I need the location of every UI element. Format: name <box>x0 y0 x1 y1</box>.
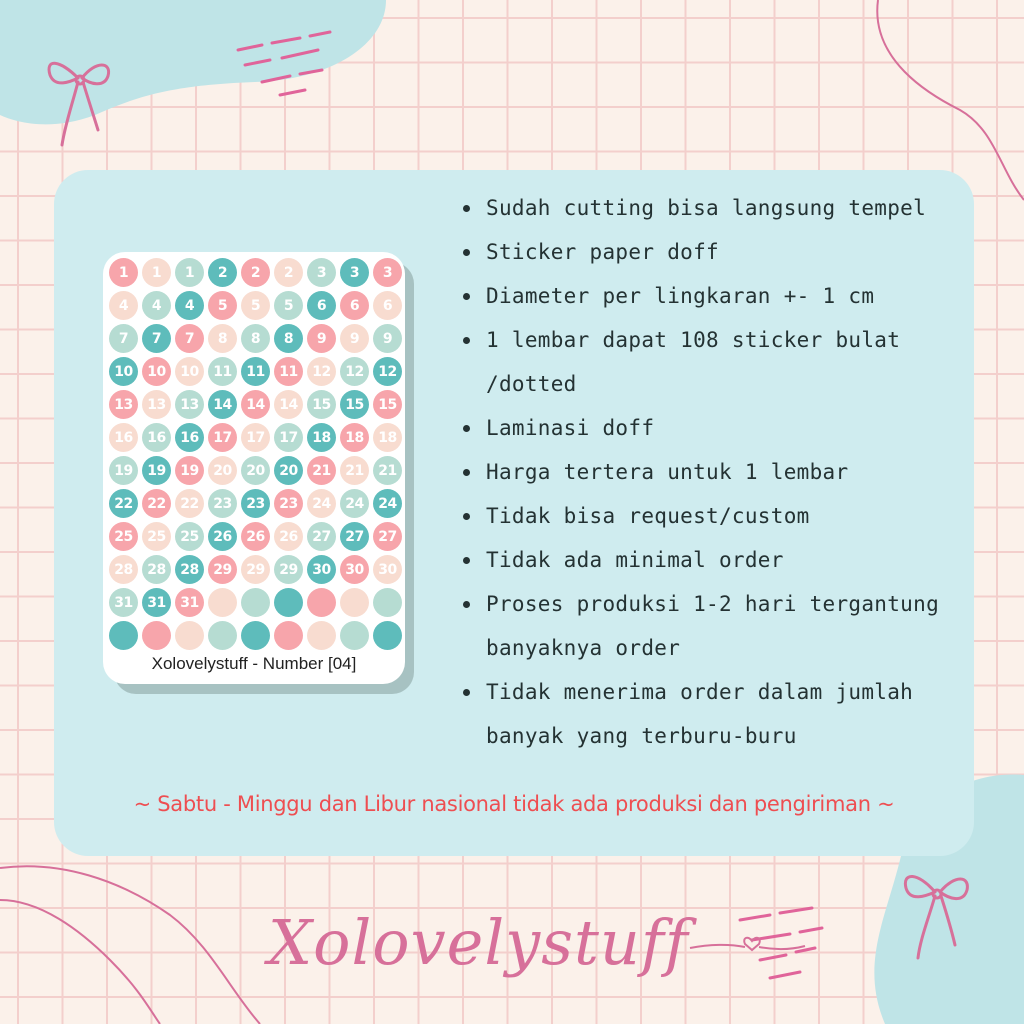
sticker-dot: 16 <box>142 423 171 452</box>
curve-line-bottom-left-2 <box>0 900 160 1024</box>
info-item-line: banyaknya order <box>486 636 681 660</box>
sticker-dot: 29 <box>274 555 303 584</box>
sticker-dot <box>274 588 303 617</box>
sticker-dot: 7 <box>142 324 171 353</box>
sticker-dot: 19 <box>175 456 204 485</box>
sticker-dot: 28 <box>109 555 138 584</box>
sticker-dot <box>307 621 336 650</box>
sticker-dot <box>340 588 369 617</box>
sticker-dot: 15 <box>373 390 402 419</box>
sticker-dot: 8 <box>241 324 270 353</box>
sticker-dot: 1 <box>109 258 138 287</box>
product-info-list <box>459 186 949 758</box>
sticker-dot <box>340 621 369 650</box>
sticker-dot: 6 <box>340 291 369 320</box>
bullet-icon <box>463 689 470 696</box>
sticker-dot: 18 <box>373 423 402 452</box>
sticker-dot: 20 <box>241 456 270 485</box>
sticker-dot <box>175 621 204 650</box>
info-item <box>459 538 949 582</box>
bullet-icon <box>463 601 470 608</box>
sticker-dot: 27 <box>307 522 336 551</box>
sticker-dot: 13 <box>175 390 204 419</box>
sticker-dot: 28 <box>142 555 171 584</box>
sticker-dot: 2 <box>241 258 270 287</box>
sticker-dot: 17 <box>208 423 237 452</box>
info-item-line: Diameter per lingkaran +- 1 cm <box>486 284 875 308</box>
sticker-dot: 22 <box>175 489 204 518</box>
sticker-dot: 28 <box>175 555 204 584</box>
sticker-dot: 7 <box>109 324 138 353</box>
blob-top-left <box>0 0 386 124</box>
sticker-dot: 23 <box>241 489 270 518</box>
info-item-line: banyak yang terburu-buru <box>486 724 797 748</box>
heart-flourish-icon <box>690 938 805 950</box>
info-item <box>459 274 949 318</box>
curve-line-bottom-left <box>0 866 260 1024</box>
sticker-dot: 18 <box>307 423 336 452</box>
sticker-dot: 27 <box>340 522 369 551</box>
sticker-dot: 26 <box>241 522 270 551</box>
info-item <box>459 406 949 450</box>
info-item-line: Sticker paper doff <box>486 240 719 264</box>
sticker-dot: 29 <box>208 555 237 584</box>
sticker-dot: 6 <box>307 291 336 320</box>
sticker-dot: 4 <box>109 291 138 320</box>
sticker-dot: 10 <box>142 357 171 386</box>
info-item-line: Proses produksi 1-2 hari tergantung <box>486 592 940 616</box>
sticker-dot: 8 <box>274 324 303 353</box>
info-item <box>459 450 949 494</box>
sticker-dot: 12 <box>307 357 336 386</box>
sticker-dot: 30 <box>307 555 336 584</box>
sticker-dot <box>307 588 336 617</box>
sticker-dot: 13 <box>109 390 138 419</box>
sticker-dot <box>208 621 237 650</box>
sticker-dot <box>373 588 402 617</box>
sticker-dot: 16 <box>109 423 138 452</box>
info-item-line: 1 lembar dapat 108 sticker bulat <box>486 328 901 352</box>
sticker-dot: 13 <box>142 390 171 419</box>
sticker-dot: 7 <box>175 324 204 353</box>
sticker-dot: 1 <box>175 258 204 287</box>
info-item <box>459 230 949 274</box>
sticker-dot: 25 <box>142 522 171 551</box>
sticker-dot: 20 <box>208 456 237 485</box>
sticker-dot: 3 <box>340 258 369 287</box>
sticker-sheet-preview <box>103 252 405 684</box>
sticker-dot: 22 <box>109 489 138 518</box>
sticker-dot <box>208 588 237 617</box>
brand-signature: Xolovelystuff <box>268 906 689 979</box>
sticker-dot: 8 <box>208 324 237 353</box>
sticker-dot <box>241 588 270 617</box>
sticker-dot: 30 <box>340 555 369 584</box>
sticker-dot <box>241 621 270 650</box>
sticker-dot: 2 <box>274 258 303 287</box>
sticker-dot: 4 <box>142 291 171 320</box>
sticker-dot: 31 <box>175 588 204 617</box>
sticker-dot: 10 <box>109 357 138 386</box>
sticker-dot: 15 <box>307 390 336 419</box>
sticker-dot: 9 <box>373 324 402 353</box>
sticker-dot: 21 <box>373 456 402 485</box>
sticker-dot: 4 <box>175 291 204 320</box>
sticker-dot: 21 <box>307 456 336 485</box>
info-item <box>459 494 949 538</box>
info-item <box>459 186 949 230</box>
sticker-dot: 23 <box>208 489 237 518</box>
sticker-dot: 24 <box>340 489 369 518</box>
sticker-dot: 26 <box>274 522 303 551</box>
sticker-dot: 24 <box>307 489 336 518</box>
sticker-dot: 5 <box>241 291 270 320</box>
sticker-dot: 31 <box>109 588 138 617</box>
sticker-dot: 3 <box>373 258 402 287</box>
bullet-icon <box>463 425 470 432</box>
sticker-dot: 30 <box>373 555 402 584</box>
sheet-label: Xolovelystuff - Number [04] <box>151 654 357 673</box>
dash-marks-bottom <box>740 908 822 978</box>
info-item-line: Tidak menerima order dalam jumlah <box>486 680 914 704</box>
bullet-icon <box>463 337 470 344</box>
sticker-dot: 9 <box>307 324 336 353</box>
info-item-line: /dotted <box>486 372 577 396</box>
sticker-dot: 11 <box>208 357 237 386</box>
sticker-dot: 17 <box>241 423 270 452</box>
sticker-dot: 20 <box>274 456 303 485</box>
sticker-dot: 5 <box>274 291 303 320</box>
info-item-line: Harga tertera untuk 1 lembar <box>486 460 849 484</box>
sticker-dot: 19 <box>109 456 138 485</box>
sticker-dot: 14 <box>241 390 270 419</box>
sticker-dot: 9 <box>340 324 369 353</box>
sticker-dot: 12 <box>373 357 402 386</box>
notice-text: ~ Sabtu - Minggu dan Libur nasional tidak ada produksi dan pengiriman ~ <box>133 792 895 816</box>
bullet-icon <box>463 249 470 256</box>
sticker-dot: 11 <box>274 357 303 386</box>
sticker-dot: 12 <box>340 357 369 386</box>
sticker-dot: 11 <box>241 357 270 386</box>
sticker-dot: 22 <box>142 489 171 518</box>
sticker-dot: 25 <box>109 522 138 551</box>
bullet-icon <box>463 469 470 476</box>
sticker-dot: 18 <box>340 423 369 452</box>
sticker-dot <box>109 621 138 650</box>
sticker-dot: 10 <box>175 357 204 386</box>
info-item-line: Sudah cutting bisa langsung tempel <box>486 196 927 220</box>
sticker-dot <box>142 621 171 650</box>
sticker-dot: 5 <box>208 291 237 320</box>
sticker-dot: 16 <box>175 423 204 452</box>
sticker-dot: 6 <box>373 291 402 320</box>
sticker-dot: 26 <box>208 522 237 551</box>
bullet-icon <box>463 513 470 520</box>
info-item <box>459 318 949 406</box>
sticker-dot: 3 <box>307 258 336 287</box>
sticker-dot <box>373 621 402 650</box>
sticker-dot-grid <box>109 258 402 650</box>
sticker-dot: 14 <box>274 390 303 419</box>
info-item-line: Laminasi doff <box>486 416 655 440</box>
sticker-dot: 1 <box>142 258 171 287</box>
sticker-dot: 15 <box>340 390 369 419</box>
info-item <box>459 582 949 670</box>
sticker-dot: 25 <box>175 522 204 551</box>
sticker-dot: 19 <box>142 456 171 485</box>
bullet-icon <box>463 293 470 300</box>
bullet-icon <box>463 205 470 212</box>
sticker-dot: 17 <box>274 423 303 452</box>
sticker-dot: 14 <box>208 390 237 419</box>
bullet-icon <box>463 557 470 564</box>
info-item-line: Tidak bisa request/custom <box>486 504 810 528</box>
info-item-line: Tidak ada minimal order <box>486 548 784 572</box>
sticker-dot <box>274 621 303 650</box>
sticker-dot: 2 <box>208 258 237 287</box>
sticker-dot: 24 <box>373 489 402 518</box>
info-item <box>459 670 949 758</box>
sticker-dot: 29 <box>241 555 270 584</box>
sticker-dot: 31 <box>142 588 171 617</box>
sticker-dot: 23 <box>274 489 303 518</box>
sticker-dot: 21 <box>340 456 369 485</box>
sticker-dot: 27 <box>373 522 402 551</box>
